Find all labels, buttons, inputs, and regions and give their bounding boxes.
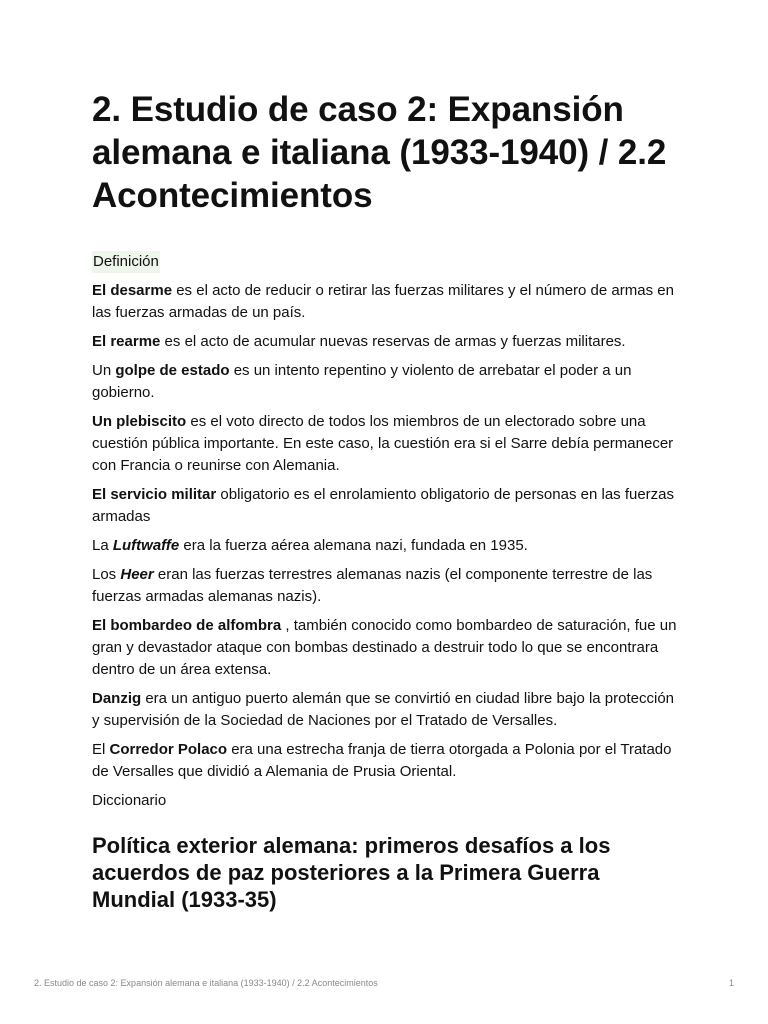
definition-item: El Corredor Polaco era una estrecha franja de tierra otorgada a Polonia por el Tratado de Versalles que dividió a Alemania de Prusia Oriental. (92, 741, 672, 780)
definition-item: Un plebiscito es el voto directo de todos los miembros de un electorado sobre una cuestión pública importante. En este caso, la cuestión era si el Sarre debía permanecer con Francia o reunirse con Alemania. (92, 413, 674, 474)
dictionary-label: Diccionario (92, 792, 167, 809)
definition-item: El desarme es el acto de reducir o retirar las fuerzas militares y el número de armas en las fuerzas armadas de un país. (92, 282, 674, 321)
definition-term: El servicio militar (92, 486, 217, 503)
definition-term: Danzig (92, 690, 142, 707)
definition-term: El bombardeo de alfombra (92, 617, 282, 634)
definition-item: El bombardeo de alfombra , también conocido como bombardeo de saturación, fue un gran y devastador ataque con bombas destinado a destruir todo lo que se encontrara dentro de un área extensa. (92, 617, 677, 678)
definition-item: El rearme es el acto de acumular nuevas reservas de armas y fuerzas militares. (92, 333, 626, 350)
definition-item: El servicio militar obligatorio es el enrolamiento obligatorio de personas en las fuerzas armadas (92, 486, 675, 525)
page-title: 2. Estudio de caso 2: Expansión alemana e italiana (1933-1940) / 2.2 Acontecimientos (92, 90, 667, 215)
page-footer (34, 978, 734, 988)
definition-term: El desarme (92, 282, 173, 299)
definition-term: golpe de estado (115, 362, 230, 379)
document-page (92, 88, 682, 913)
definition-item: Un golpe de estado es un intento repentino y violento de arrebatar el poder a un gobierno. (92, 362, 632, 401)
section-heading: Política exterior alemana: primeros desafíos a los acuerdos de paz posteriores a la Primera Guerra Mundial (1933-35) (92, 833, 611, 912)
definitions-list (92, 280, 682, 783)
definition-item: La Luftwaffe era la fuerza aérea alemana nazi, fundada en 1935. (92, 537, 528, 554)
page-number: 1 (728, 978, 734, 988)
definition-item: Los Heer eran las fuerzas terrestres alemanas nazis (el componente terrestre de las fuerzas armadas alemanas nazis). (92, 566, 653, 605)
definition-term: Heer (120, 566, 154, 583)
definition-tag: Definición (92, 251, 160, 273)
definition-term: Corredor Polaco (109, 741, 228, 758)
definition-item: Danzig era un antiguo puerto alemán que se convirtió en ciudad libre bajo la protección y supervisión de la Sociedad de Naciones por el Tratado de Versalles. (92, 690, 675, 729)
definition-term: Luftwaffe (112, 537, 180, 554)
definition-term: El rearme (92, 333, 161, 350)
footer-title: 2. Estudio de caso 2: Expansión alemana e italiana (1933-1940) / 2.2 Acontecimientos (34, 978, 378, 988)
definition-term: Un plebiscito (92, 413, 187, 430)
